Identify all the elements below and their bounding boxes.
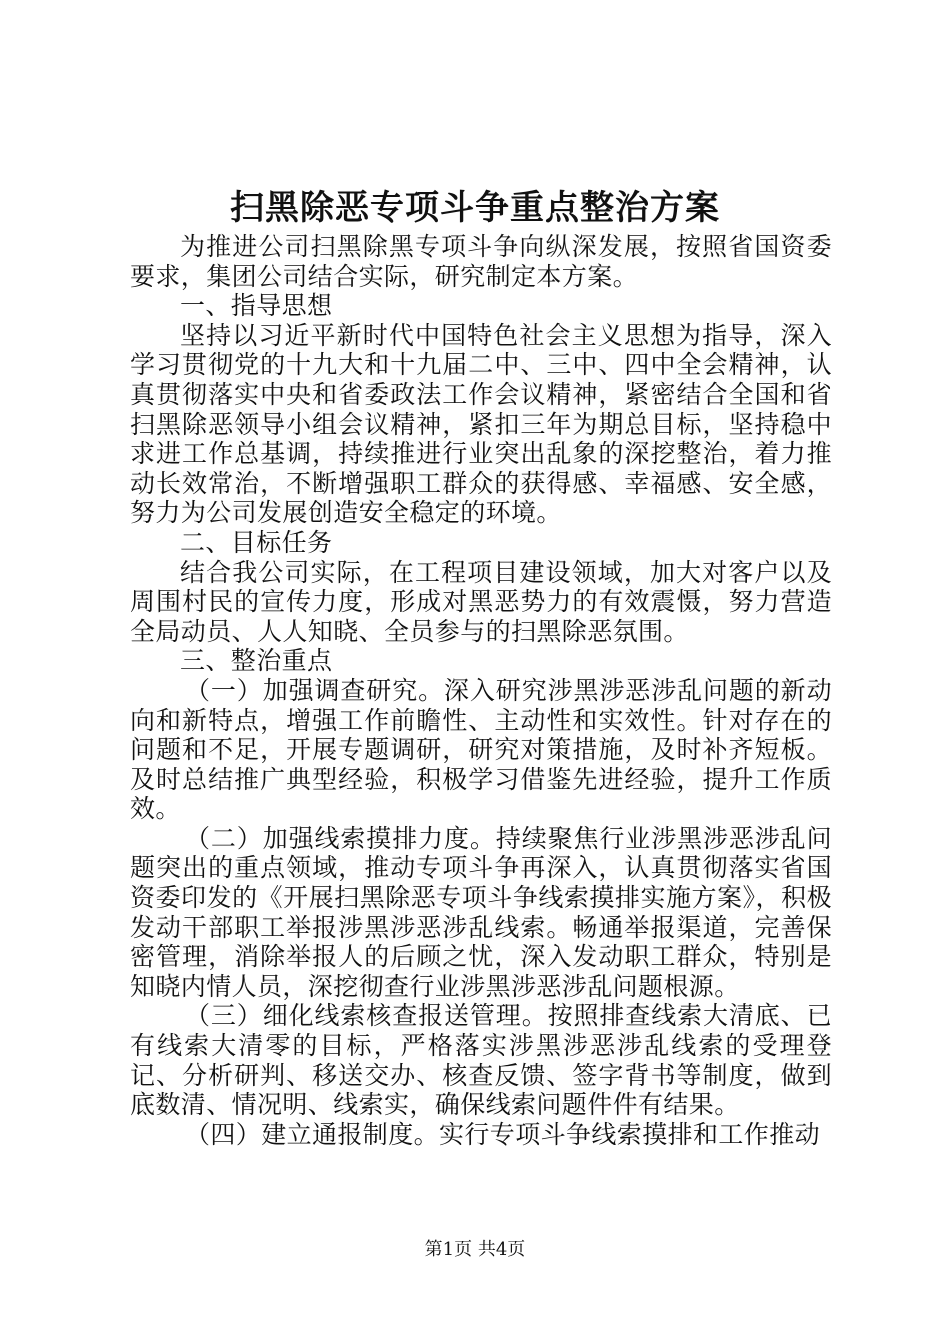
page-number-footer: 第1页 共4页: [424, 1239, 526, 1260]
key-point-item-2: （二）加强线索摸排力度。持续聚焦行业涉黑涉恶涉乱问题突出的重点领域，推动专项斗争再深入，认真贯彻落实省国资委印发的《开展扫黑除恶专项斗争线索摸排实施方案》，积极发动干部职工举报涉黑涉恶涉乱线索。畅通举报渠道，完善保密管理，消除举报人的后顾之忧，深入发动职工群众，特别是知晓内情人员，深挖彻查行业涉黑涉恶涉乱问题根源。: [130, 823, 832, 1001]
key-point-item-4: （四）建立通报制度。实行专项斗争线索摸排和工作推动: [185, 1119, 821, 1149]
key-point-item-3: （三）细化线索核查报送管理。按照排查线索大清底、已有线索大清零的目标，严格落实涉黑涉恶涉乱线索的受理登记、分析研判、移送交办、核查反馈、签字背书等制度，做到底数清、情况明、线索实，确保线索问题件件有结果。: [130, 1001, 832, 1120]
section-heading-goals: 二、目标任务: [180, 527, 333, 557]
section-heading-key-points: 三、整治重点: [180, 646, 333, 676]
section-heading-guiding-thought: 一、指导思想: [180, 291, 333, 321]
key-point-item-1: （一）加强调查研究。深入研究涉黑涉恶涉乱问题的新动向和新特点，增强工作前瞻性、主动性和实效性。针对存在的问题和不足，开展专题调研，研究对策措施，及时补齐短板。及时总结推广典型经验，积极学习借鉴先进经验，提升工作质效。: [130, 675, 832, 824]
intro-paragraph: 为推进公司扫黑除黑专项斗争向纵深发展，按照省国资委要求，集团公司结合实际，研究制定本方案。: [130, 232, 832, 291]
document-title: 扫黑除恶专项斗争重点整治方案: [230, 188, 720, 228]
document-body: [130, 232, 832, 1149]
section-body-goals: 结合我公司实际，在工程项目建设领域，加大对客户以及周围村民的宣传力度，形成对黑恶势力的有效震慑，努力营造全局动员、人人知晓、全员参与的扫黑除恶氛围。: [130, 557, 832, 646]
section-body-guiding-thought: 坚持以习近平新时代中国特色社会主义思想为指导，深入学习贯彻党的十九大和十九届二中、三中、四中全会精神，认真贯彻落实中央和省委政法工作会议精神，紧密结合全国和省扫黑除恶领导小组会议精神，紧扣三年为期总目标，坚持稳中求进工作总基调，持续推进行业突出乱象的深挖整治，着力推动长效常治，不断增强职工群众的获得感、幸福感、安全感，努力为公司发展创造安全稳定的环境。: [130, 320, 832, 528]
